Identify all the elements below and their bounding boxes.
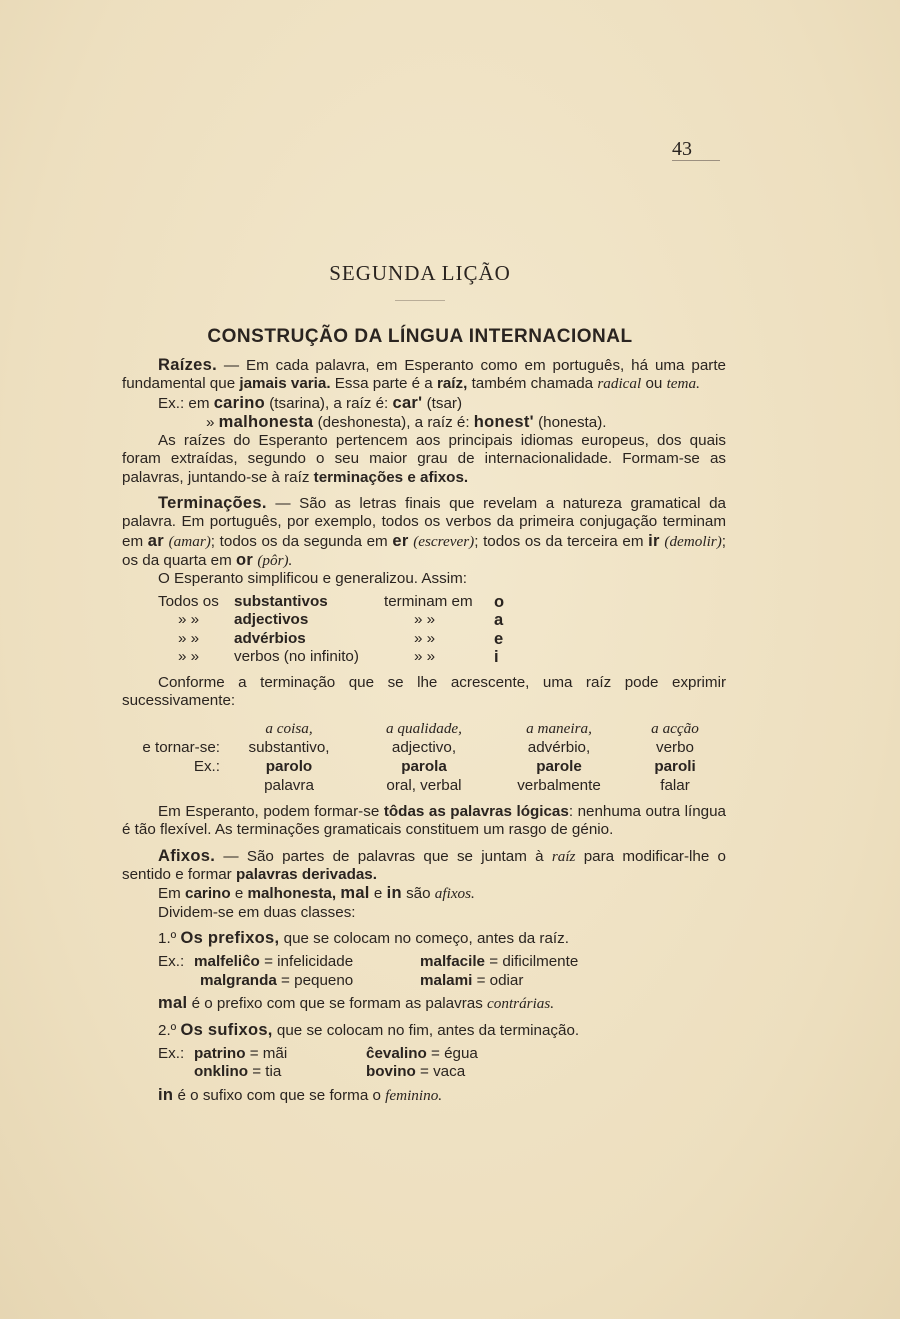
- bold-text: car': [392, 393, 423, 412]
- text: (deshonesta), a raíz é:: [313, 413, 474, 431]
- bold-text: er: [392, 531, 409, 550]
- bold-text: in: [386, 884, 402, 903]
- endings-row: [158, 648, 726, 667]
- endings-cell: e: [494, 629, 504, 648]
- text: As raízes do Esperanto pertencem aos principais idiomas europeus, dos quais foram extraídas, segundo o seu maior grau de internacionalidade. Formam-se as palavras, juntando-se à raíz: [122, 432, 726, 486]
- text: 2.º: [158, 1021, 181, 1039]
- text: que se colocam no começo, antes da raíz.: [279, 929, 569, 947]
- endings-row: [158, 630, 726, 649]
- lesson-rule: [395, 300, 445, 301]
- endings-cell: verbos (no infinito): [234, 648, 359, 666]
- bold-text: patrino: [194, 1044, 246, 1062]
- text: Essa parte é a: [330, 375, 437, 393]
- sufixos-examples: [122, 1045, 726, 1082]
- bold-text: palavras derivadas.: [235, 866, 377, 884]
- comparison-label: e tornar-se:: [142, 739, 220, 757]
- italic-text: afixos.: [434, 885, 475, 903]
- italic-text: (escrever): [413, 532, 475, 550]
- example-label: Ex.:: [158, 1044, 185, 1062]
- comparison-cell: palavra: [264, 777, 314, 795]
- text: Em: [158, 885, 186, 903]
- esperanto-paragraph: [122, 803, 726, 840]
- italic-text: contrárias.: [487, 995, 555, 1013]
- example-label: Ex.:: [158, 953, 185, 971]
- endings-cell: » »: [178, 648, 200, 666]
- comparison-header: a acção: [651, 720, 699, 738]
- italic-text: tema.: [666, 375, 700, 393]
- conforme-paragraph: Conforme a terminação que se lhe acrescente, uma raíz pode exprimir sucessivamente:: [122, 673, 726, 709]
- text: ; todos os da segunda em: [210, 532, 393, 550]
- comparison-cell: substantivo,: [248, 739, 330, 757]
- example-line-2: [206, 413, 726, 432]
- prefix-example-row: [158, 953, 726, 972]
- suffix-example-row: [158, 1063, 726, 1082]
- bold-text: mal: [158, 994, 188, 1013]
- text: (honesta).: [533, 413, 607, 431]
- suffix-example-row: [158, 1045, 726, 1064]
- example-label: [158, 1063, 194, 1082]
- text: »: [206, 413, 219, 431]
- text: = vaca: [415, 1063, 466, 1081]
- comparison-table: [122, 720, 726, 796]
- page-number: 43: [672, 138, 692, 160]
- text: é o prefixo com que se formam as palavras: [187, 995, 488, 1013]
- example-line-1: [122, 394, 726, 413]
- bold-text: carino: [185, 885, 231, 903]
- endings-cell: substantivos: [234, 592, 328, 610]
- bold-text: tôdas as palavras lógicas: [383, 803, 569, 821]
- comparison-header: a qualidade,: [386, 720, 462, 738]
- afixos-line-3: Dividem-se em duas classes:: [158, 903, 356, 921]
- bold-text: honest': [473, 412, 534, 431]
- chapter-title: CONSTRUÇÃO DA LÍNGUA INTERNACIONAL: [207, 326, 633, 347]
- comparison-cell: advérbio,: [527, 739, 591, 757]
- afixos-line-2: [122, 884, 726, 903]
- endings-cell: » »: [414, 611, 436, 629]
- bold-text: malhonesta,: [247, 885, 337, 903]
- italic-text: (pôr).: [257, 551, 293, 569]
- prefixos-heading: Os prefixos,: [180, 928, 280, 947]
- comparison-cell: adjectivo,: [391, 739, 457, 757]
- comparison-cell: verbo: [656, 739, 694, 757]
- endings-cell: terminam em: [384, 592, 473, 610]
- page-body: [122, 356, 726, 1105]
- endings-cell: » »: [414, 648, 436, 666]
- italic-text: radical: [597, 375, 642, 393]
- comparison-label: Ex.:: [193, 758, 220, 776]
- endings-cell: » »: [178, 629, 200, 647]
- comparison-header-row: [122, 720, 726, 739]
- raizes-paragraph: [122, 356, 726, 394]
- comparison-header: a maneira,: [526, 720, 592, 738]
- endings-row: [158, 593, 726, 612]
- comparison-cell: parole: [536, 758, 582, 776]
- italic-text: (amar): [168, 532, 211, 550]
- comparison-cell: parolo: [265, 758, 313, 776]
- raizes-heading: Raízes.: [158, 356, 217, 374]
- text: ; os da quarta em: [122, 532, 726, 569]
- text: (tsarina), a raíz é:: [265, 394, 393, 412]
- bold-text: ĉevalino: [366, 1044, 427, 1062]
- text: = infelicidade: [259, 953, 354, 971]
- comparison-row: [122, 739, 726, 758]
- comparison-cell: verbalmente: [517, 777, 601, 795]
- text: são: [401, 885, 435, 903]
- text: para modificar-lhe o sentido e formar: [122, 847, 726, 884]
- text: que se colocam no fim, antes da terminação.: [272, 1021, 580, 1039]
- comparison-cell: oral, verbal: [386, 777, 462, 795]
- endings-cell: » »: [178, 611, 200, 629]
- text: (tsar): [422, 394, 463, 412]
- text: : nenhuma outra língua é tão flexível. As terminações gramaticais constituem um rasgo de génio.: [122, 803, 726, 839]
- endings-table: [158, 593, 726, 667]
- text: = égua: [426, 1044, 478, 1062]
- endings-row: [158, 611, 726, 630]
- text: Ex.: em: [158, 394, 214, 412]
- bold-text: jamais varia.: [239, 375, 331, 393]
- bold-text: bovino: [366, 1063, 416, 1081]
- endings-cell: o: [494, 592, 505, 611]
- italic-text: raíz: [551, 847, 576, 865]
- text: é o sufixo com que se forma o: [173, 1086, 386, 1104]
- page-number-rule: [672, 160, 720, 161]
- prefix-example-row: [158, 972, 726, 991]
- endings-cell: i: [494, 648, 499, 667]
- sufixos-note: [158, 1086, 726, 1105]
- bold-text: malfacile: [420, 953, 486, 971]
- bold-text: carino: [213, 393, 266, 412]
- bold-text: malgranda: [200, 971, 277, 989]
- endings-cell: Todos os: [158, 592, 219, 610]
- simplificou-line: O Esperanto simplificou e generalizou. Assim:: [158, 570, 467, 588]
- bold-text: mal: [340, 884, 370, 903]
- bold-text: ir: [648, 531, 660, 550]
- endings-cell: » »: [414, 629, 436, 647]
- prefixos-heading-line: [122, 929, 726, 948]
- afixos-heading: Afixos.: [158, 846, 216, 865]
- terminacoes-heading: Terminações.: [158, 494, 267, 513]
- roots-paragraph: [122, 432, 726, 487]
- text: — São as letras finais que revelam a natureza gramatical da palavra. Em português, por exemplo, todos os verbos da primeira conjugação terminam em: [122, 495, 726, 550]
- text: e: [369, 885, 387, 903]
- comparison-row: [122, 758, 726, 777]
- text: = tia: [248, 1063, 282, 1081]
- endings-cell: adjectivos: [234, 611, 309, 629]
- sufixos-heading: Os sufixos,: [180, 1020, 273, 1039]
- comparison-row: [122, 777, 726, 796]
- bold-text: ar: [147, 531, 164, 550]
- bold-text: terminações e afixos.: [313, 468, 469, 486]
- comparison-header: a coisa,: [265, 720, 313, 738]
- text: — São partes de palavras que se juntam à: [215, 847, 552, 865]
- text: = dificilmente: [485, 953, 579, 971]
- prefixos-examples: [122, 953, 726, 990]
- bold-text: malhonesta: [218, 412, 314, 431]
- prefixos-note: [158, 994, 726, 1013]
- text: 1.º: [158, 929, 181, 947]
- text: e: [230, 885, 248, 903]
- bold-text: onklino: [194, 1063, 248, 1081]
- endings-cell: a: [494, 611, 504, 630]
- endings-cell: advérbios: [234, 629, 306, 647]
- text: ou: [641, 375, 667, 393]
- lesson-heading: SEGUNDA LIÇÃO: [329, 261, 511, 285]
- comparison-cell: paroli: [654, 758, 696, 776]
- text: = pequeno: [276, 971, 354, 989]
- sufixos-heading-line: [122, 1021, 726, 1040]
- comparison-cell: falar: [660, 777, 690, 795]
- comparison-cell: parola: [401, 758, 447, 776]
- afixos-paragraph: [122, 847, 726, 885]
- italic-text: feminino.: [385, 1086, 443, 1104]
- text: = odiar: [472, 971, 524, 989]
- text: = mãi: [245, 1044, 288, 1062]
- bold-text: malfeliĉo: [194, 953, 260, 971]
- italic-text: (demolir): [664, 532, 722, 550]
- example-label: [158, 972, 194, 991]
- bold-text: in: [158, 1085, 174, 1104]
- text: também chamada: [467, 375, 598, 393]
- terminacoes-paragraph: [122, 494, 726, 570]
- text: Em Esperanto, podem formar-se: [158, 803, 384, 821]
- bold-text: or: [235, 550, 254, 569]
- bold-text: raíz,: [436, 375, 468, 393]
- bold-text: malami: [420, 971, 473, 989]
- text: — Em cada palavra, em Esperanto como em português, há uma parte fundamental que: [122, 357, 726, 393]
- text: ; todos os da terceira em: [474, 532, 649, 550]
